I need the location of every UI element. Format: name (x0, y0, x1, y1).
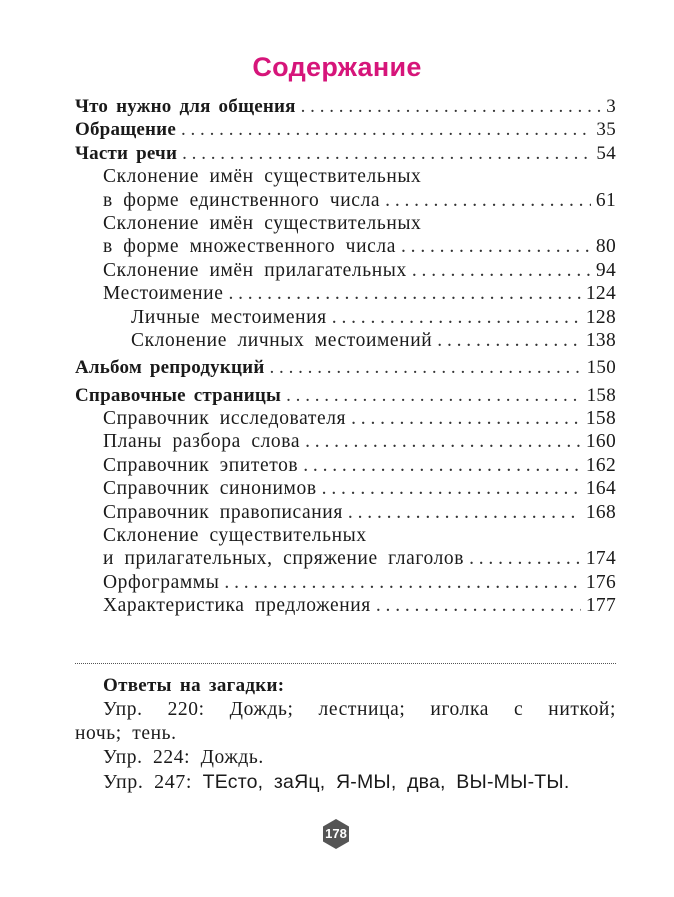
answer-word: ТЕсто, (202, 771, 264, 793)
toc-entry-page: 54 (596, 142, 616, 164)
page-number: 178 (325, 826, 347, 841)
toc-entry-label: Личные местоимения (131, 306, 327, 328)
toc-entry-label: Склонение имён прилагательных (103, 259, 407, 281)
toc-entry-label: Склонение личных местоимений (131, 329, 433, 351)
toc-leader (348, 502, 581, 524)
toc-entry-page: 176 (585, 571, 616, 593)
answer-line: ночь; тень. (75, 723, 177, 744)
toc-entry[interactable] (75, 190, 616, 213)
toc-entry-label: Орфограммы (103, 571, 220, 593)
table-of-contents (75, 96, 616, 619)
toc-leader (182, 143, 591, 165)
answer-word: два, (407, 771, 446, 793)
toc-entry-page: 80 (595, 236, 616, 258)
toc-entry-label: Склонение имён существительных (103, 212, 422, 234)
toc-entry-label: в форме множественного числа (103, 236, 396, 258)
toc-leader (437, 330, 581, 352)
toc-entry-page: 162 (585, 454, 616, 476)
toc-entry-page: 160 (585, 431, 616, 453)
toc-entry[interactable] (75, 330, 616, 353)
answers-heading: Ответы на загадки: (103, 675, 285, 696)
toc-entry[interactable] (75, 548, 616, 571)
page-title: Содержание (252, 52, 422, 82)
toc-leader (269, 357, 581, 379)
toc-leader (228, 283, 580, 305)
toc-entry[interactable] (75, 595, 616, 618)
toc-entry-page: 158 (585, 408, 616, 430)
toc-entry[interactable] (75, 357, 616, 380)
toc-entry[interactable] (75, 260, 616, 283)
toc-entry[interactable] (75, 236, 616, 259)
toc-leader (376, 595, 581, 617)
toc-entry-label: Части речи (75, 142, 178, 164)
toc-entry-page: 158 (586, 384, 616, 406)
toc-leader (301, 96, 602, 118)
answer-line: Упр. 220: Дождь; лестница; иголка с ниткой; (103, 699, 616, 720)
toc-entry[interactable] (75, 307, 616, 330)
toc-entry[interactable] (75, 283, 616, 306)
answer-word: заЯц, (273, 771, 326, 793)
toc-entry[interactable] (75, 502, 616, 525)
toc-entry-label: Характеристика предложения (103, 595, 371, 617)
toc-entry[interactable] (75, 455, 616, 478)
toc-entry[interactable] (75, 96, 616, 119)
toc-entry-label: Что нужно для общения (75, 96, 296, 117)
toc-leader (322, 478, 581, 500)
toc-entry-page: 177 (585, 595, 616, 617)
toc-leader (401, 236, 591, 258)
toc-entry-page: 150 (586, 357, 616, 379)
toc-entry-label: Планы разбора слова (103, 431, 301, 453)
toc-entry-page: 124 (585, 283, 616, 305)
toc-leader (412, 260, 591, 282)
toc-entry-label: Альбом репродукций (75, 357, 265, 379)
section-divider (75, 663, 616, 664)
toc-entry[interactable] (75, 408, 616, 431)
toc-entry-page: 174 (585, 548, 616, 570)
toc-entry[interactable] (75, 431, 616, 454)
toc-entry-label: Склонение существительных (103, 525, 367, 547)
toc-entry-page: 128 (585, 306, 616, 328)
toc-entry-label: Склонение имён существительных (103, 166, 422, 188)
toc-entry[interactable] (75, 119, 616, 142)
toc-leader (385, 190, 591, 212)
toc-entry-first-line (75, 213, 616, 236)
toc-entry[interactable] (75, 478, 616, 501)
page-number-badge (321, 819, 351, 849)
toc-leader (332, 307, 581, 329)
toc-entry-label: и прилагательных, спряжение глаголов (103, 548, 465, 570)
answer-word: ВЫ-МЫ-ТЫ. (456, 771, 570, 793)
riddle-answers (75, 675, 616, 795)
toc-entry-page: 61 (595, 189, 616, 211)
toc-leader (181, 119, 591, 141)
toc-leader (351, 408, 581, 430)
toc-entry-first-line (75, 166, 616, 189)
toc-entry-page: 138 (585, 329, 616, 351)
toc-entry-label: Справочник синонимов (103, 478, 317, 500)
toc-entry-page: 94 (595, 259, 616, 281)
toc-entry-page: 168 (585, 501, 616, 523)
toc-leader (224, 572, 580, 594)
answer-line (75, 771, 616, 795)
toc-entry-label: Справочник исследователя (103, 408, 347, 430)
toc-leader (286, 385, 581, 407)
answer-prefix: Упр. 247: (103, 771, 193, 793)
toc-entry-label: в форме единственного числа (103, 189, 381, 211)
toc-entry-label: Местоимение (103, 283, 224, 305)
toc-leader (305, 431, 581, 453)
toc-entry-page: 35 (596, 119, 616, 141)
toc-entry-label: Справочник эпитетов (103, 454, 299, 476)
toc-entry-label: Справочные страницы (75, 384, 282, 406)
answer-line: Упр. 224: Дождь. (103, 747, 264, 768)
answer-word: Я-МЫ, (335, 771, 397, 793)
toc-entry-first-line (75, 525, 616, 548)
toc-leader (303, 455, 581, 477)
toc-entry-label: Справочник правописания (103, 501, 343, 523)
toc-leader (469, 548, 581, 570)
toc-entry-page: 164 (585, 478, 616, 500)
toc-entry[interactable] (75, 143, 616, 166)
toc-entry-page: 3 (606, 96, 616, 117)
toc-entry[interactable] (75, 572, 616, 595)
toc-entry[interactable] (75, 385, 616, 408)
toc-entry-label: Обращение (75, 119, 176, 141)
